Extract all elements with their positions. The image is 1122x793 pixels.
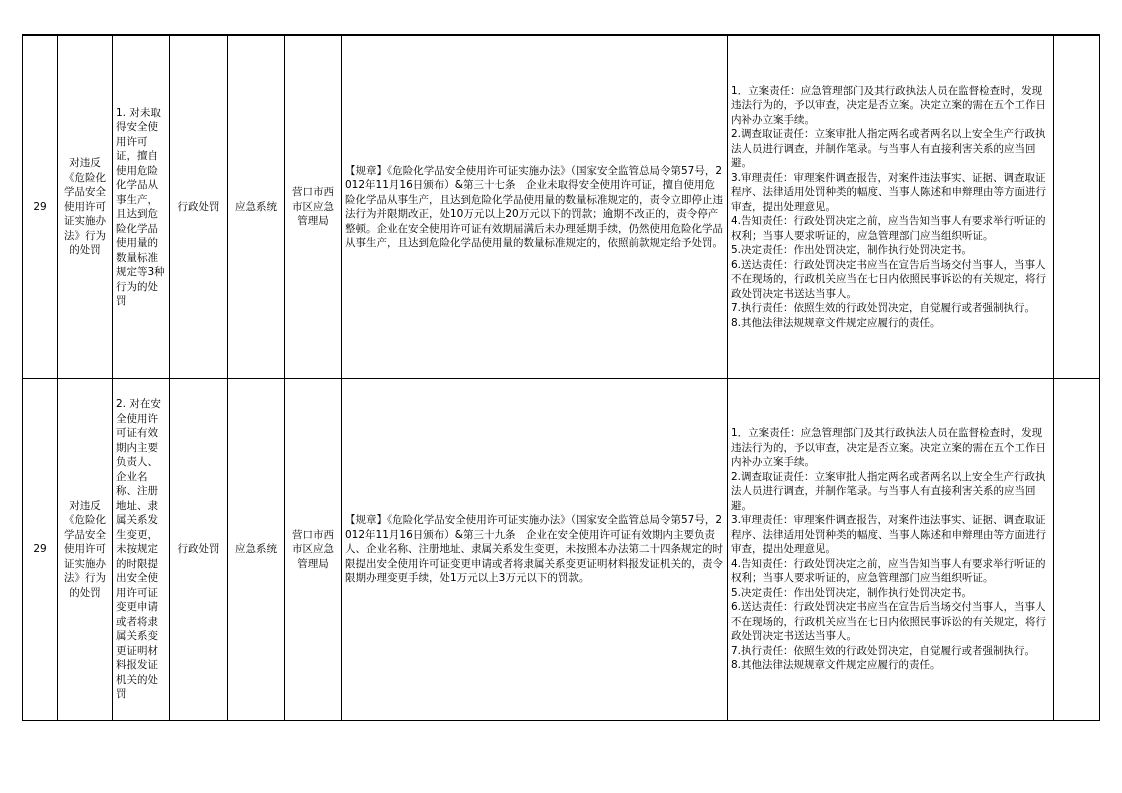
table-row — [23, 379, 1100, 721]
duty-item: 2.调查取证责任：立案审批人指定两名或者两名以上安全生产行政执法人员进行调查，并制作笔录。与当事人有直接利害关系的应当回避。 — [731, 128, 1046, 170]
duty-item: 2.调查取证责任：立案审批人指定两名或者两名以上安全生产行政执法人员进行调查，并制作笔录。与当事人有直接利害关系的应当回避。 — [731, 470, 1046, 512]
duty-list — [728, 35, 1054, 379]
remark-cell — [1054, 379, 1100, 721]
item-kind: 行政处罚 — [170, 379, 228, 721]
duty-item: 8.其他法律法规规章文件规定应履行的责任。 — [731, 316, 941, 329]
sub-item: 1. 对未取得安全使用许可证，擅自使用危险化学品从事生产，且达到危险化学品使用量的数量标准规定等3种行为的处罚 — [113, 35, 170, 379]
legal-basis: 【规章】《危险化学品安全使用许可证实施办法》（国家安全监管总局令第57号，2012年11月16日颁布）&第三十七条 企业未取得安全使用许可证，擅自使用危险化学品从事生产，且达到危险化学品使用量的数量标准规定的，责令立即停止违法行为并限期改正，处10万元以上20万元以下的罚款；逾期不改正的，责令停产整顿。企业在安全使用许可证有效期届满后未办理延期手续，仍然使用危险化学品从事生产，且达到危险化学品使用量的数量标准规定的，依照前款规定给予处罚。 — [342, 35, 728, 379]
table-row — [23, 35, 1100, 379]
item-system: 应急系统 — [228, 35, 285, 379]
item-number: 29 — [23, 35, 58, 379]
legal-basis: 【规章】《危险化学品安全使用许可证实施办法》（国家安全监管总局令第57号，2012年11月16日颁布）&第三十九条 企业在安全使用许可证有效期内主要负责人、企业名称、注册地址、隶属关系发生变更，未按照本办法第二十四条规定的时限提出安全使用许可证变更申请或者将隶属关系变更证明材料报发证机关的，责令限期办理变更手续，处1万元以上3万元以下的罚款。 — [342, 379, 728, 721]
sub-item: 2. 对在安全使用许可证有效期内主要负责人、企业名称、注册地址、隶属关系发生变更，未按规定的时限提出安全使用许可证变更申请或者将隶属关系变更证明材料报发证机关的处罚 — [113, 379, 170, 721]
item-number: 29 — [23, 379, 58, 721]
duty-item: 8.其他法律法规规章文件规定应履行的责任。 — [731, 659, 941, 672]
duty-item: 3.审理责任：审理案件调查报告，对案件违法事实、证据、调查取证程序、法律适用处罚种类的幅度、当事人陈述和申辩理由等方面进行审查，提出处理意见。 — [731, 171, 1046, 213]
duty-item: 6.送达责任：行政处罚决定书应当在宣告后当场交付当事人，当事人不在现场的，行政机关应当在七日内依照民事诉讼的有关规定，将行政处罚决定书送达当事人。 — [731, 601, 1046, 643]
duty-list — [728, 379, 1054, 721]
duty-item: 4.告知责任：行政处罚决定之前，应当告知当事人有要求举行听证的权利；当事人要求听证的，应急管理部门应当组织听证。 — [731, 557, 1046, 585]
duty-item: 5.决定责任：作出处罚决定，制作执行处罚决定书。 — [731, 244, 973, 257]
duty-item: 7.执行责任：依照生效的行政处罚决定，自觉履行或者强制执行。 — [731, 302, 1036, 315]
duty-item: 5.决定责任：作出处罚决定，制作执行处罚决定书。 — [731, 586, 973, 599]
remark-cell — [1054, 35, 1100, 379]
item-system: 应急系统 — [228, 379, 285, 721]
item-kind: 行政处罚 — [170, 35, 228, 379]
duty-item: 1．立案责任：应急管理部门及其行政执法人员在监督检查时，发现违法行为的，予以审查，决定是否立案。决定立案的需在五个工作日内补办立案手续。 — [731, 84, 1046, 126]
duty-item: 6.送达责任：行政处罚决定书应当在宣告后当场交付当事人，当事人不在现场的，行政机关应当在七日内依照民事诉讼的有关规定，将行政处罚决定书送达当事人。 — [731, 258, 1046, 300]
item-department: 营口市西市区应急管理局 — [285, 379, 342, 721]
power-list-table — [22, 34, 1100, 721]
duty-item: 4.告知责任：行政处罚决定之前，应当告知当事人有要求举行听证的权利；当事人要求听证的，应急管理部门应当组织听证。 — [731, 215, 1046, 242]
item-department: 营口市西市区应急管理局 — [285, 35, 342, 379]
item-name: 对违反《危险化学品安全使用许可证实施办法》行为的处罚 — [58, 379, 113, 721]
duty-item: 1．立案责任：应急管理部门及其行政执法人员在监督检查时，发现违法行为的，予以审查，决定是否立案。决定立案的需在五个工作日内补办立案手续。 — [731, 427, 1046, 469]
duty-item: 3.审理责任：审理案件调查报告，对案件违法事实、证据、调查取证程序、法律适用处罚种类的幅度、当事人陈述和申辩理由等方面进行审查，提出处理意见。 — [731, 514, 1046, 556]
item-name: 对违反《危险化学品安全使用许可证实施办法》行为的处罚 — [58, 35, 113, 379]
duty-item: 7.执行责任：依照生效的行政处罚决定，自觉履行或者强制执行。 — [731, 644, 1036, 657]
